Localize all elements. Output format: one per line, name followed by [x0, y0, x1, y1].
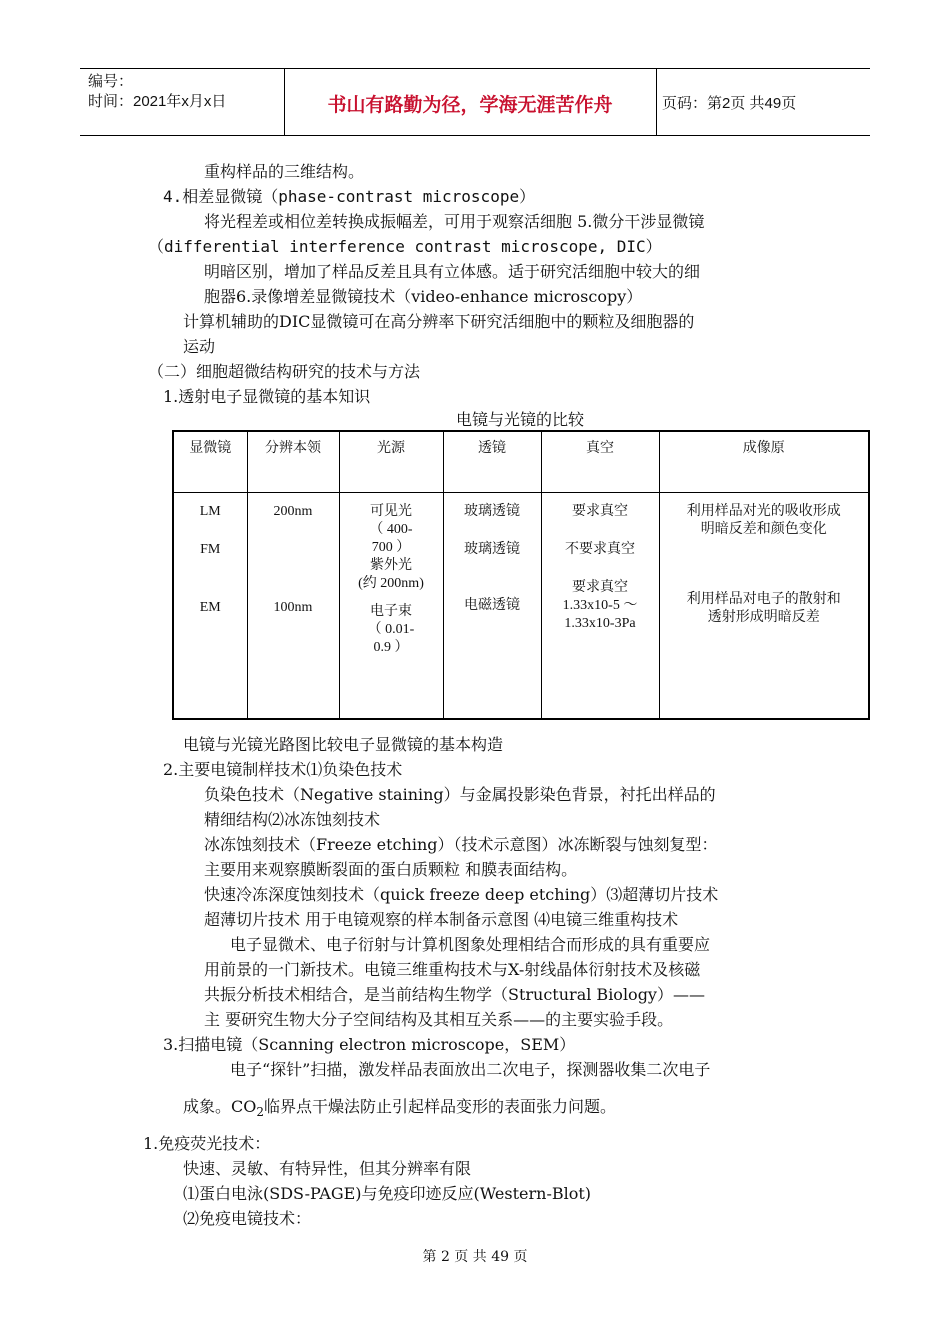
- cell-text: (约 200nm): [358, 576, 424, 591]
- cell-text: 0.9 ）: [373, 640, 409, 655]
- text-line: 4.相差显微镜（phase-contrast microscope）: [163, 187, 536, 206]
- table-header-cell: 显微镜: [173, 431, 247, 493]
- header-date: 时间：2021年x月x日: [88, 93, 227, 110]
- table-header-cell: 光源: [339, 431, 443, 493]
- header-motto: 书山有路勤为径，学海无涯苦作舟: [327, 94, 613, 116]
- text-line: 主要用来观察膜断裂面的蛋白质颗粒 和膜表面结构。: [204, 860, 578, 879]
- table-cell-light-source: [339, 493, 443, 720]
- cell-text: LM: [199, 504, 221, 519]
- text-line: 重构样品的三维结构。: [204, 162, 365, 181]
- text-line: 电子显微术、电子衍射与计算机图象处理相结合而形成的具有重要应: [230, 935, 711, 954]
- text-line: （differential interference contrast microscope, DIC）: [148, 237, 662, 256]
- page-header: [80, 68, 870, 136]
- cell-text: 电磁透镜: [464, 598, 520, 613]
- cell-text: 明暗反差和颜色变化: [700, 522, 827, 537]
- cell-text: 1.33x10-3Pa: [564, 616, 636, 631]
- text-line: 计算机辅助的DIC显微镜可在高分辨率下研究活细胞中的颗粒及细胞器的: [183, 312, 695, 331]
- table-header-row: [173, 431, 869, 493]
- cell-text: 利用样品对光的吸收形成: [686, 504, 841, 519]
- text-line: 精细结构⑵冰冻蚀刻技术: [204, 810, 381, 829]
- text-line: 胞器6.录像增差显微镜技术（video-enhance microscopy）: [204, 287, 643, 306]
- header-number: 编号：: [88, 73, 134, 90]
- cell-text: 透射形成明暗反差: [707, 610, 820, 625]
- table-cell-vacuum: [541, 493, 659, 720]
- cell-text: 利用样品对电子的散射和: [686, 592, 841, 607]
- text-fragment: 成象。CO: [183, 1097, 257, 1116]
- text-line: 主 要研究生物大分子空间结构及其相互关系——的主要实验手段。: [204, 1010, 674, 1029]
- table-header-cell: 分辨本领: [247, 431, 339, 493]
- cell-text: FM: [200, 542, 221, 557]
- header-bottom-rule: [80, 135, 870, 136]
- cell-text: 玻璃透镜: [464, 504, 520, 519]
- section-heading: （二）细胞超微结构研究的技术与方法: [148, 362, 421, 381]
- text-line: 共振分析技术相结合，是当前结构生物学（Structural Biology）——: [204, 985, 705, 1004]
- text-line: 快速冷冻深度蚀刻技术（quick freeze deep etching）⑶超薄切片技术: [204, 885, 719, 904]
- text-line: 明暗区别，增加了样品反差且具有立体感。适于研究活细胞中较大的细: [204, 262, 701, 281]
- table-cell-resolution: [247, 493, 339, 720]
- table-cell-principle: [659, 493, 869, 720]
- header-meta: [88, 72, 226, 112]
- text-line: 3.扫描电镜（Scanning electron microscope，SEM）: [163, 1035, 576, 1054]
- table-header-cell: 透镜: [443, 431, 541, 493]
- table-cell-microscope: [173, 493, 247, 720]
- header-divider-2: [656, 68, 657, 136]
- cell-text: 可见光: [370, 504, 412, 519]
- cell-text: 200nm: [273, 504, 313, 519]
- subscript: 2: [256, 1105, 265, 1120]
- cell-text: （ 400-: [369, 522, 413, 537]
- table-header-cell: 成像原: [659, 431, 869, 493]
- text-line: 超薄切片技术 用于电镜观察的样本制备示意图 ⑷电镜三维重构技术: [204, 910, 679, 929]
- text-line: 电子“探针”扫描，激发样品表面放出二次电子，探测器收集二次电子: [230, 1060, 711, 1079]
- cell-text: （ 0.01-: [367, 622, 415, 637]
- text-line: 将光程差或相位差转换成振幅差，可用于观察活细胞 5.微分干涉显微镜: [204, 212, 705, 231]
- page-footer: 第 2 页 共 49 页: [422, 1249, 528, 1265]
- cell-text: 电子束: [370, 604, 412, 619]
- comparison-table: [172, 430, 870, 720]
- header-page-number: 页码：第2页 共49页: [662, 95, 797, 112]
- text-line: 运动: [183, 337, 216, 356]
- cell-text: EM: [199, 600, 221, 615]
- cell-text: 100nm: [273, 600, 313, 615]
- text-line: 快速、灵敏、有特异性，但其分辨率有限: [183, 1159, 472, 1178]
- cell-text: 玻璃透镜: [464, 542, 520, 557]
- text-fragment: 临界点干燥法防止引起样品变形的表面张力问题。: [264, 1097, 617, 1116]
- table-cell-lens: [443, 493, 541, 720]
- header-top-rule: [80, 68, 870, 69]
- text-line: [183, 1097, 616, 1122]
- text-line: 1.免疫荧光技术：: [143, 1134, 271, 1153]
- text-line: ⑵免疫电镜技术：: [183, 1209, 312, 1228]
- text-line: 电镜与光镜光路图比较电子显微镜的基本构造: [183, 735, 504, 754]
- text-line: 负染色技术（Negative staining）与金属投影染色背景，衬托出样品的: [204, 785, 716, 804]
- text-line: 2.主要电镜制样技术⑴负染色技术: [163, 760, 403, 779]
- text-line: 用前景的一门新技术。电镜三维重构技术与X-射线晶体衍射技术及核磁: [204, 960, 701, 979]
- cell-text: 紫外光: [370, 558, 412, 573]
- table-header-cell: 真空: [541, 431, 659, 493]
- cell-text: 要求真空: [572, 580, 628, 595]
- text-line: 冰冻蚀刻技术（Freeze etching）（技术示意图）冰冻断裂与蚀刻复型：: [204, 835, 718, 854]
- table-body-row: [173, 493, 869, 720]
- cell-text: 700 ）: [371, 540, 411, 555]
- text-line: 1.透射电子显微镜的基本知识: [163, 387, 371, 406]
- table-caption: 电镜与光镜的比较: [455, 410, 584, 429]
- cell-text: 要求真空: [572, 504, 628, 519]
- cell-text: 不要求真空: [565, 542, 635, 557]
- cell-text: 1.33x10-5 ～: [562, 598, 638, 613]
- text-line: ⑴蛋白电泳(SDS-PAGE)与免疫印迹反应(Western-Blot): [183, 1184, 592, 1203]
